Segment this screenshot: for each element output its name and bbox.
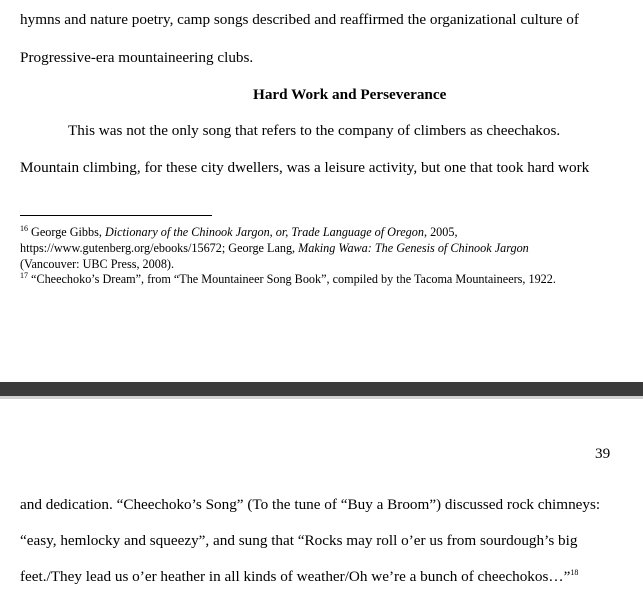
footnote-16-line [20,225,457,239]
page-number: 39 [595,445,611,462]
footnote-number: 17 [20,270,28,280]
footnote-title: Making Wawa: The Genesis of Chinook Jargon [298,241,529,255]
body-text-line: and dedication. “Cheechoko’s Song” (To the tune of “Buy a Broom”) discussed rock chimneys: [20,496,601,513]
footnote-text: https://www.gutenberg.org/ebooks/15672; George Lang, [20,241,299,255]
footnote-reference: 18 [570,567,579,577]
footnote-17-line [20,272,556,286]
body-text-line: “easy, hemlocky and squeezy”, and sung that “Rocks may roll o’er us from sourdough’s big [20,532,578,549]
section-heading: Hard Work and Perseverance [253,86,447,103]
page-separator [0,382,643,396]
footnote-16-line [20,241,529,255]
body-text-line: Progressive-era mountaineering clubs. [20,49,254,66]
footnote-number: 16 [20,223,28,233]
body-text-line: This was not the only song that refers to the company of climbers as cheechakos. [68,122,561,139]
body-text-line [20,568,578,586]
body-text-line: hymns and nature poetry, camp songs described and reaffirmed the organizational culture of [20,11,579,28]
footnote-text: “Cheechoko’s Dream”, from “The Mountaineer Song Book”, compiled by the Tacoma Mountaineers, 1922. [28,272,556,286]
footnote-16-line: (Vancouver: UBC Press, 2008). [20,257,175,271]
document-page-current [0,399,643,595]
footnote-title: Dictionary of the Chinook Jargon, or, Trade Language of Oregon [104,225,424,239]
body-text: feet./They lead us o’er heather in all kinds of weather/Oh we’re a bunch of cheechokos…” [20,568,571,585]
body-text-line: Mountain climbing, for these city dwellers, was a leisure activity, but one that took hard work [20,159,590,176]
footnote-text: , 2005, [423,225,458,239]
footnote-text: George Gibbs, [28,225,105,239]
footnote-separator [20,215,212,216]
